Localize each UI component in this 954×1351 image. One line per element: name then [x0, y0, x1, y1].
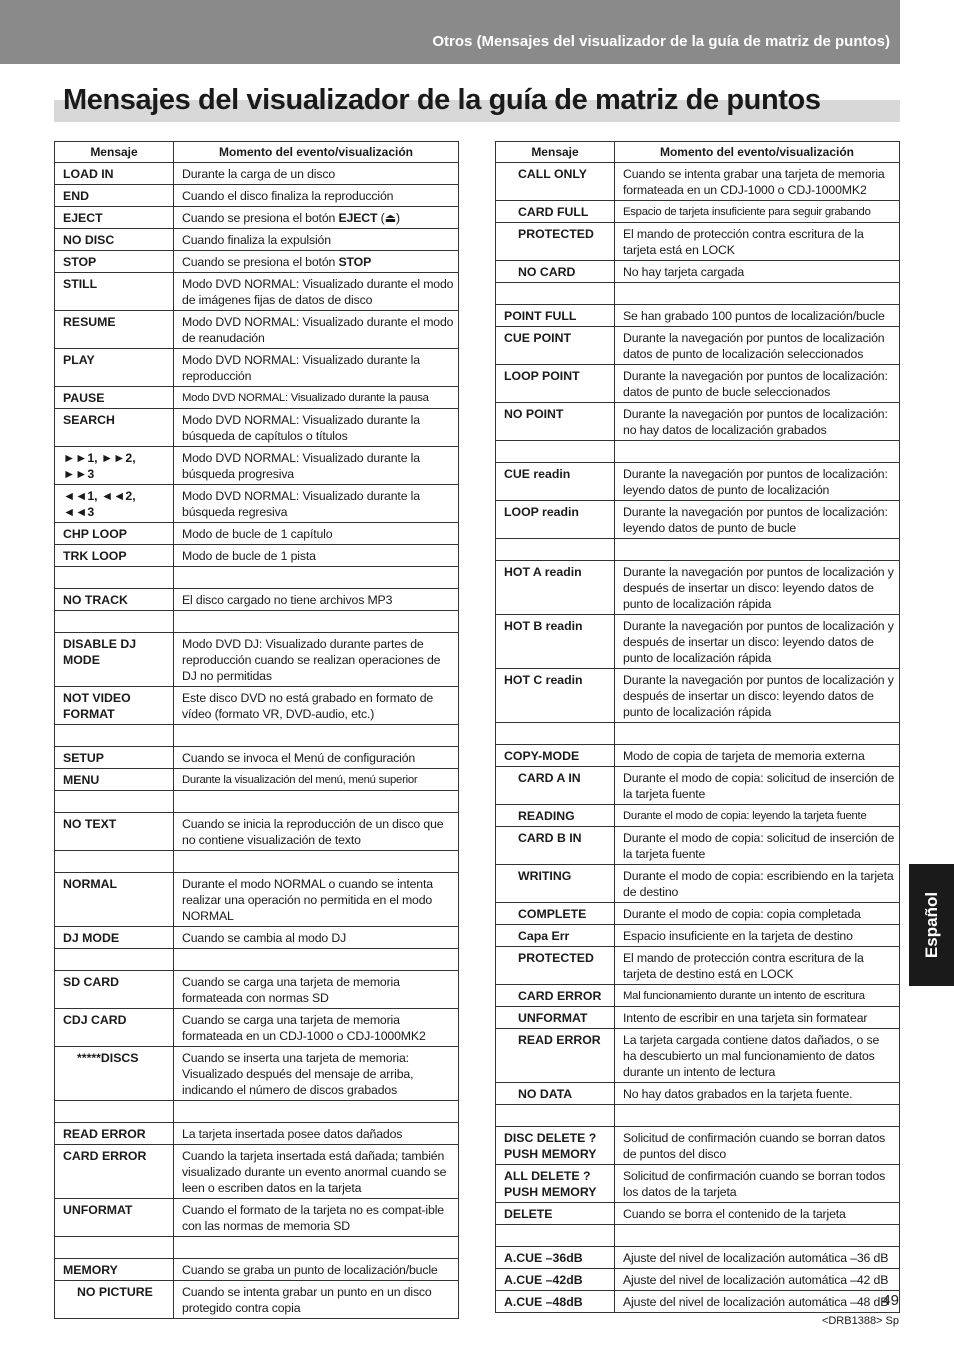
language-label: Español: [921, 891, 941, 959]
message-cell: ►►1, ►►2, ►►3: [55, 447, 174, 485]
description-cell: Modo DVD NORMAL: Visualizado durante el modo de imágenes fijas de datos de disco: [174, 273, 459, 311]
message-cell: *****DISCS: [55, 1047, 174, 1101]
table-row: [55, 1237, 459, 1259]
table-row: [55, 1199, 459, 1237]
message-cell: PAUSE: [55, 387, 174, 409]
description-cell: Mal funcionamiento durante un intento de escritura: [615, 985, 900, 1007]
table-row: [496, 1127, 900, 1165]
description-cell: Durante el modo de copia: leyendo la tarjeta fuente: [615, 805, 900, 827]
message-cell: A.CUE –42dB: [496, 1269, 615, 1291]
table-row: [55, 1123, 459, 1145]
message-cell: NO DISC: [55, 229, 174, 251]
table-row: [55, 1281, 459, 1319]
description-cell: [174, 791, 459, 813]
language-side-tab: [909, 864, 954, 986]
description-cell: [174, 251, 459, 273]
message-cell: [496, 283, 615, 305]
table-row: [55, 747, 459, 769]
message-cell: ALL DELETE ? PUSH MEMORY: [496, 1165, 615, 1203]
description-cell: [174, 851, 459, 873]
message-cell: [55, 949, 174, 971]
message-cell: WRITING: [496, 865, 615, 903]
description-cell: [615, 1105, 900, 1127]
description-cell: [615, 723, 900, 745]
message-cell: ◄◄1, ◄◄2, ◄◄3: [55, 485, 174, 523]
table-row: [496, 283, 900, 305]
table-row: [55, 229, 459, 251]
message-cell: NO TRACK: [55, 589, 174, 611]
description-cell: Durante la navegación por puntos de localización: no hay datos de localización grabados: [615, 403, 900, 441]
description-cell: El mando de protección contra escritura de la tarjeta está en LOCK: [615, 223, 900, 261]
message-cell: CARD B IN: [496, 827, 615, 865]
description-cell: Ajuste del nivel de localización automática –42 dB: [615, 1269, 900, 1291]
message-cell: READING: [496, 805, 615, 827]
description-cell: Cuando se borra el contenido de la tarjeta: [615, 1203, 900, 1225]
message-cell: EJECT: [55, 207, 174, 229]
message-cell: CARD ERROR: [496, 985, 615, 1007]
description-cell: [174, 949, 459, 971]
message-cell: [55, 611, 174, 633]
description-cell: Modo DVD NORMAL: Visualizado durante la búsqueda de capítulos o títulos: [174, 409, 459, 447]
message-cell: UNFORMAT: [55, 1199, 174, 1237]
description-cell: Cuando se invoca el Menú de configuración: [174, 747, 459, 769]
description-cell: El mando de protección contra escritura de la tarjeta de destino está en LOCK: [615, 947, 900, 985]
column-header-moment: Momento del evento/visualización: [615, 142, 900, 163]
message-cell: [496, 1225, 615, 1247]
message-cell: PROTECTED: [496, 947, 615, 985]
description-cell: Cuando se intenta grabar una tarjeta de memoria formateada en un CDJ-1000 o CDJ-1000MK2: [615, 163, 900, 201]
table-row: [496, 1007, 900, 1029]
description-cell: Cuando se intenta grabar un punto en un disco protegido contra copia: [174, 1281, 459, 1319]
message-cell: SEARCH: [55, 409, 174, 447]
description-cell: La tarjeta insertada posee datos dañados: [174, 1123, 459, 1145]
table-row: [496, 201, 900, 223]
description-cell: [615, 1225, 900, 1247]
table-row: [55, 851, 459, 873]
message-cell: MEMORY: [55, 1259, 174, 1281]
table-row: [55, 687, 459, 725]
table-row: [55, 251, 459, 273]
messages-table-right-body: [496, 163, 900, 1313]
table-row: [496, 805, 900, 827]
page-title: Mensajes del visualizador de la guía de matriz de puntos: [63, 84, 821, 116]
description-cell: Durante el modo de copia: solicitud de inserción de la tarjeta fuente: [615, 827, 900, 865]
description-cell: Durante el modo NORMAL o cuando se intenta realizar una operación no permitida en el modo NORMAL: [174, 873, 459, 927]
message-cell: TRK LOOP: [55, 545, 174, 567]
message-cell: HOT C readin: [496, 669, 615, 723]
table-row: [55, 1259, 459, 1281]
table-row: [496, 561, 900, 615]
description-cell: Durante la navegación por puntos de localización y después de insertar un disco: leyendo datos de punto de localización rápida: [615, 615, 900, 669]
table-row: [55, 207, 459, 229]
description-cell: [174, 567, 459, 589]
description-cell: Modo de copia de tarjeta de memoria externa: [615, 745, 900, 767]
table-row: [55, 791, 459, 813]
description-cell: [174, 207, 459, 229]
description-suffix: (⏏): [377, 211, 400, 225]
table-header-row: [55, 142, 459, 163]
table-row: [496, 327, 900, 365]
message-cell: STOP: [55, 251, 174, 273]
description-cell: Este disco DVD no está grabado en formato de vídeo (formato VR, DVD-audio, etc.): [174, 687, 459, 725]
table-row: [55, 409, 459, 447]
table-row: [496, 903, 900, 925]
message-cell: RESUME: [55, 311, 174, 349]
description-cell: Cuando el formato de la tarjeta no es compat-ible con las normas de memoria SD: [174, 1199, 459, 1237]
message-cell: READ ERROR: [496, 1029, 615, 1083]
table-row: [496, 539, 900, 561]
document-code: <DRB1388> Sp: [821, 1315, 899, 1327]
description-cell: Durante la carga de un disco: [174, 163, 459, 185]
column-header-message: Mensaje: [55, 142, 174, 163]
message-cell: READ ERROR: [55, 1123, 174, 1145]
table-row: [496, 925, 900, 947]
table-row: [496, 1083, 900, 1105]
message-cell: DISABLE DJ MODE: [55, 633, 174, 687]
description-cell: Durante el modo de copia: solicitud de inserción de la tarjeta fuente: [615, 767, 900, 805]
description-cell: Modo DVD NORMAL: Visualizado durante el modo de reanudación: [174, 311, 459, 349]
table-row: [496, 365, 900, 403]
message-cell: [55, 791, 174, 813]
description-cell: Cuando la tarjeta insertada está dañada; también visualizado durante un evento anormal cuando se leen o escriben datos en la tarjeta: [174, 1145, 459, 1199]
description-cell: La tarjeta cargada contiene datos dañados, o se ha descubierto un mal funcionamiento de datos durante un intento de lectura: [615, 1029, 900, 1083]
description-cell: Modo DVD DJ: Visualizado durante partes de reproducción cuando se realizan operaciones de DJ no permitidas: [174, 633, 459, 687]
description-text: Cuando se presiona el botón: [182, 211, 339, 225]
table-header-row: [496, 142, 900, 163]
table-row: [496, 403, 900, 441]
description-cell: Durante el modo de copia: copia completada: [615, 903, 900, 925]
table-row: [496, 501, 900, 539]
table-row: [55, 273, 459, 311]
description-cell: Cuando se cambia al modo DJ: [174, 927, 459, 949]
message-cell: NO PICTURE: [55, 1281, 174, 1319]
button-name: EJECT: [338, 211, 378, 225]
message-cell: UNFORMAT: [496, 1007, 615, 1029]
table-row: [55, 873, 459, 927]
description-cell: Ajuste del nivel de localización automática –36 dB: [615, 1247, 900, 1269]
table-row: [496, 745, 900, 767]
description-cell: [615, 441, 900, 463]
description-cell: Modo DVD NORMAL: Visualizado durante la búsqueda progresiva: [174, 447, 459, 485]
column-header-moment: Momento del evento/visualización: [174, 142, 459, 163]
table-row: [496, 669, 900, 723]
table-row: [496, 827, 900, 865]
table-row: [496, 261, 900, 283]
message-cell: POINT FULL: [496, 305, 615, 327]
table-row: [55, 545, 459, 567]
message-cell: [496, 539, 615, 561]
message-cell: COPY-MODE: [496, 745, 615, 767]
description-cell: [174, 1237, 459, 1259]
table-row: [55, 185, 459, 207]
message-cell: LOAD IN: [55, 163, 174, 185]
table-row: [55, 927, 459, 949]
table-row: [496, 723, 900, 745]
table-row: [55, 813, 459, 851]
table-row: [496, 223, 900, 261]
messages-table-left: [54, 141, 459, 1319]
description-cell: Se han grabado 100 puntos de localización/bucle: [615, 305, 900, 327]
message-cell: CUE POINT: [496, 327, 615, 365]
message-cell: [55, 1237, 174, 1259]
table-row: [55, 1009, 459, 1047]
table-row: [496, 1203, 900, 1225]
message-cell: CALL ONLY: [496, 163, 615, 201]
description-cell: Cuando el disco finaliza la reproducción: [174, 185, 459, 207]
table-row: [55, 447, 459, 485]
description-cell: Durante la navegación por puntos de localización: leyendo datos de punto de localización: [615, 463, 900, 501]
table-row: [55, 769, 459, 791]
table-row: [55, 589, 459, 611]
message-cell: STILL: [55, 273, 174, 311]
description-cell: No hay datos grabados en la tarjeta fuente.: [615, 1083, 900, 1105]
description-cell: Modo DVD NORMAL: Visualizado durante la reproducción: [174, 349, 459, 387]
table-row: [496, 163, 900, 201]
description-cell: Espacio insuficiente en la tarjeta de destino: [615, 925, 900, 947]
description-cell: Cuando se carga una tarjeta de memoria formateada con normas SD: [174, 971, 459, 1009]
message-cell: HOT A readin: [496, 561, 615, 615]
message-cell: [55, 1101, 174, 1123]
message-cell: [55, 851, 174, 873]
description-cell: Durante la navegación por puntos de localización y después de insertar un disco: leyendo datos de punto de localización rápida: [615, 669, 900, 723]
description-cell: Cuando se graba un punto de localización/bucle: [174, 1259, 459, 1281]
description-cell: Durante la navegación por puntos de localización: leyendo datos de punto de bucle: [615, 501, 900, 539]
message-cell: NOT VIDEO FORMAT: [55, 687, 174, 725]
table-row: [55, 949, 459, 971]
description-cell: Durante la navegación por puntos de localización y después de insertar un disco: leyendo datos de punto de localización rápida: [615, 561, 900, 615]
message-cell: NO CARD: [496, 261, 615, 283]
message-cell: END: [55, 185, 174, 207]
message-cell: LOOP POINT: [496, 365, 615, 403]
table-row: [496, 1225, 900, 1247]
description-cell: Cuando se inserta una tarjeta de memoria: Visualizado después del mensaje de arriba, indicando el número de discos grabados: [174, 1047, 459, 1101]
table-row: [496, 615, 900, 669]
message-cell: [496, 723, 615, 745]
description-cell: Modo de bucle de 1 capítulo: [174, 523, 459, 545]
message-cell: SD CARD: [55, 971, 174, 1009]
table-row: [55, 485, 459, 523]
message-cell: DELETE: [496, 1203, 615, 1225]
table-row: [55, 523, 459, 545]
message-cell: [496, 441, 615, 463]
description-cell: Modo DVD NORMAL: Visualizado durante la pausa: [174, 387, 459, 409]
table-row: [55, 163, 459, 185]
description-cell: Durante la navegación por puntos de localización datos de punto de localización seleccionados: [615, 327, 900, 365]
description-cell: Espacio de tarjeta insuficiente para seguir grabando: [615, 201, 900, 223]
table-row: [55, 725, 459, 747]
message-cell: Capa Err: [496, 925, 615, 947]
table-row: [496, 1165, 900, 1203]
message-cell: [496, 1105, 615, 1127]
description-cell: [174, 725, 459, 747]
messages-table-left-body: [55, 163, 459, 1319]
table-row: [55, 1047, 459, 1101]
button-name: STOP: [338, 255, 372, 269]
table-row: [55, 311, 459, 349]
description-cell: Intento de escribir en una tarjeta sin formatear: [615, 1007, 900, 1029]
message-cell: A.CUE –48dB: [496, 1291, 615, 1313]
message-cell: NO DATA: [496, 1083, 615, 1105]
description-cell: El disco cargado no tiene archivos MP3: [174, 589, 459, 611]
message-cell: [55, 725, 174, 747]
table-row: [55, 611, 459, 633]
description-cell: Solicitud de confirmación cuando se borran datos de puntos del disco: [615, 1127, 900, 1165]
message-cell: COMPLETE: [496, 903, 615, 925]
table-row: [496, 441, 900, 463]
description-cell: [174, 1101, 459, 1123]
table-row: [496, 1247, 900, 1269]
message-cell: PROTECTED: [496, 223, 615, 261]
description-cell: [615, 539, 900, 561]
message-cell: NORMAL: [55, 873, 174, 927]
section-title: Otros (Mensajes del visualizador de la guía de matriz de puntos): [432, 33, 890, 50]
message-cell: CUE readin: [496, 463, 615, 501]
description-cell: [174, 611, 459, 633]
description-cell: Durante la visualización del menú, menú superior: [174, 769, 459, 791]
message-cell: NO TEXT: [55, 813, 174, 851]
message-cell: LOOP readin: [496, 501, 615, 539]
messages-table-right: [495, 141, 900, 1313]
description-cell: Modo DVD NORMAL: Visualizado durante la búsqueda regresiva: [174, 485, 459, 523]
table-row: [496, 947, 900, 985]
description-cell: Ajuste del nivel de localización automática –48 dB: [615, 1291, 900, 1313]
message-cell: HOT B readin: [496, 615, 615, 669]
table-row: [496, 767, 900, 805]
table-row: [496, 865, 900, 903]
message-cell: CARD FULL: [496, 201, 615, 223]
message-cell: CARD A IN: [496, 767, 615, 805]
table-row: [496, 1291, 900, 1313]
message-cell: CDJ CARD: [55, 1009, 174, 1047]
description-cell: Solicitud de confirmación cuando se borran todos los datos de la tarjeta: [615, 1165, 900, 1203]
table-row: [496, 463, 900, 501]
table-row: [55, 1101, 459, 1123]
table-row: [55, 349, 459, 387]
table-row: [55, 633, 459, 687]
message-cell: SETUP: [55, 747, 174, 769]
description-text: Cuando se presiona el botón: [182, 255, 339, 269]
column-header-message: Mensaje: [496, 142, 615, 163]
description-cell: Cuando se inicia la reproducción de un disco que no contiene visualización de texto: [174, 813, 459, 851]
description-cell: Cuando finaliza la expulsión: [174, 229, 459, 251]
message-cell: PLAY: [55, 349, 174, 387]
header-bar: [0, 0, 900, 64]
message-cell: NO POINT: [496, 403, 615, 441]
message-cell: DISC DELETE ? PUSH MEMORY: [496, 1127, 615, 1165]
description-cell: Modo de bucle de 1 pista: [174, 545, 459, 567]
description-cell: Cuando se carga una tarjeta de memoria formateada en un CDJ-1000 o CDJ-1000MK2: [174, 1009, 459, 1047]
description-cell: [615, 283, 900, 305]
table-row: [496, 305, 900, 327]
table-row: [496, 985, 900, 1007]
table-row: [496, 1105, 900, 1127]
page-number: 49: [882, 1292, 899, 1309]
message-cell: [55, 567, 174, 589]
table-row: [55, 387, 459, 409]
table-row: [55, 971, 459, 1009]
message-cell: CHP LOOP: [55, 523, 174, 545]
message-cell: A.CUE –36dB: [496, 1247, 615, 1269]
table-row: [496, 1269, 900, 1291]
message-cell: MENU: [55, 769, 174, 791]
description-cell: Durante el modo de copia: escribiendo en la tarjeta de destino: [615, 865, 900, 903]
description-cell: Durante la navegación por puntos de localización: datos de punto de bucle seleccionados: [615, 365, 900, 403]
table-row: [496, 1029, 900, 1083]
message-cell: DJ MODE: [55, 927, 174, 949]
message-cell: CARD ERROR: [55, 1145, 174, 1199]
table-row: [55, 1145, 459, 1199]
description-cell: No hay tarjeta cargada: [615, 261, 900, 283]
table-row: [55, 567, 459, 589]
